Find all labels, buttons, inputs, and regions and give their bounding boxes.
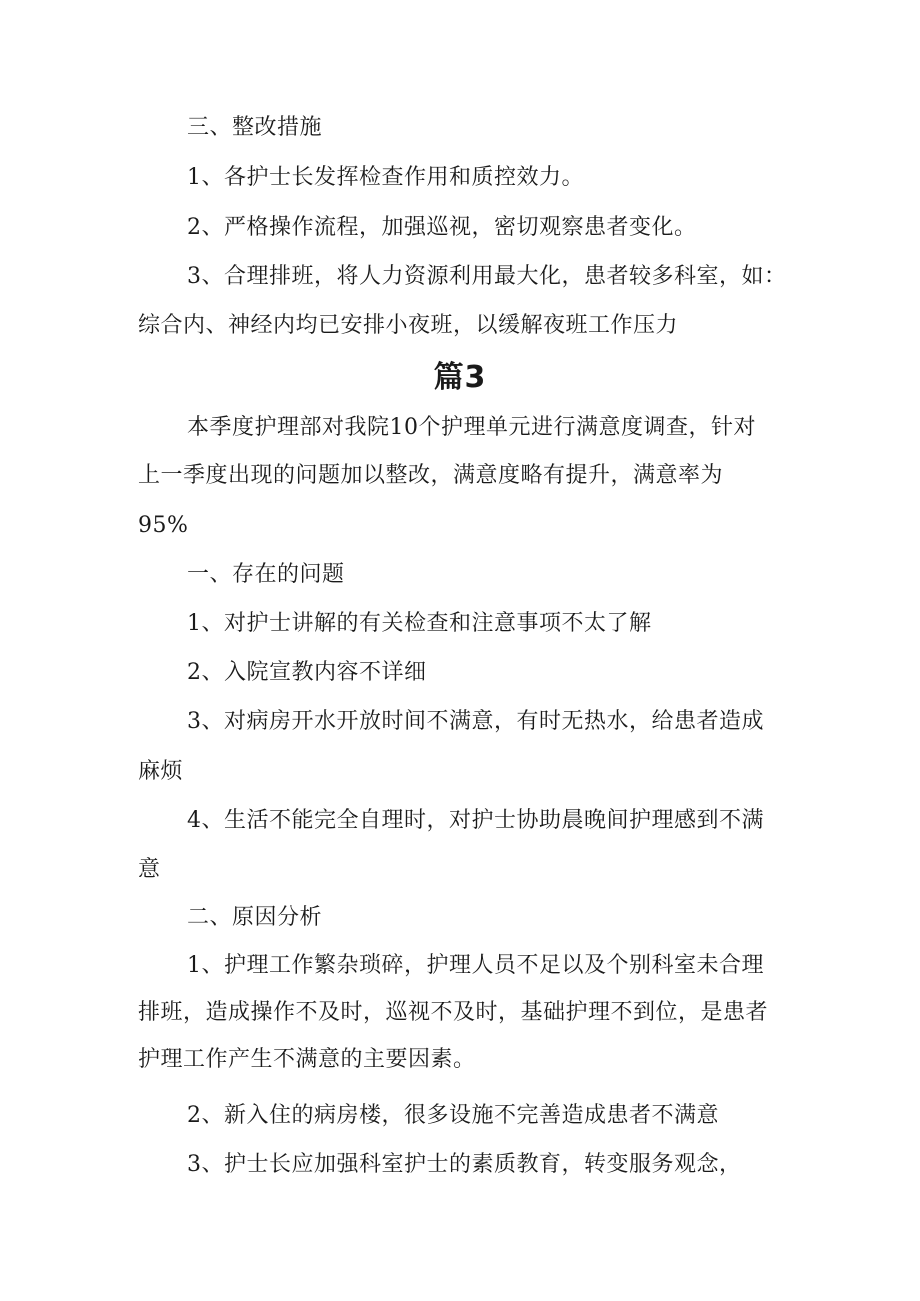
intro-line-2: 上一季度出现的问题加以整改，满意度略有提升，满意率为 <box>138 463 724 488</box>
intro-line-1: 本季度护理部对我院10个护理单元进行满意度调查，针对 <box>187 415 756 440</box>
measure-item-3: 3、合理排班，将人力资源利用最大化，患者较多科室，如： <box>187 264 787 289</box>
chapter-title: 篇3 <box>433 360 487 395</box>
section-heading-analysis: 二、原因分析 <box>187 905 323 930</box>
measure-item-1: 1、各护士长发挥检查作用和质控效力。 <box>187 165 584 190</box>
intro-line-3: 95% <box>138 513 189 538</box>
section-heading-measures: 三、整改措施 <box>187 115 323 140</box>
problem-item-1: 1、对护士讲解的有关检查和注意事项不太了解 <box>187 611 652 636</box>
problem-item-2: 2、入院宣教内容不详细 <box>187 660 427 685</box>
problem-item-4-continued: 意 <box>138 857 161 882</box>
problem-item-3: 3、对病房开水开放时间不满意，有时无热水，给患者造成 <box>187 709 764 734</box>
section-heading-problems: 一、存在的问题 <box>187 562 345 587</box>
analysis-item-1: 1、护理工作繁杂琐碎，护理人员不足以及个别科室未合理 <box>187 953 764 978</box>
analysis-item-2: 2、新入住的病房楼，很多设施不完善造成患者不满意 <box>187 1103 719 1128</box>
measure-item-3-continued: 综合内、神经内均已安排小夜班，以缓解夜班工作压力 <box>138 313 679 338</box>
analysis-item-1-continued: 排班，造成操作不及时，巡视不及时，基础护理不到位，是患者 <box>138 1000 769 1025</box>
problem-item-4: 4、生活不能完全自理时，对护士协助晨晚间护理感到不满 <box>187 808 764 833</box>
analysis-item-1-end: 护理工作产生不满意的主要因素。 <box>138 1047 476 1072</box>
analysis-item-3: 3、护士长应加强科室护士的素质教育，转变服务观念， <box>187 1152 742 1177</box>
measure-item-2: 2、严格操作流程，加强巡视，密切观察患者变化。 <box>187 215 697 240</box>
problem-item-3-continued: 麻烦 <box>138 759 184 784</box>
